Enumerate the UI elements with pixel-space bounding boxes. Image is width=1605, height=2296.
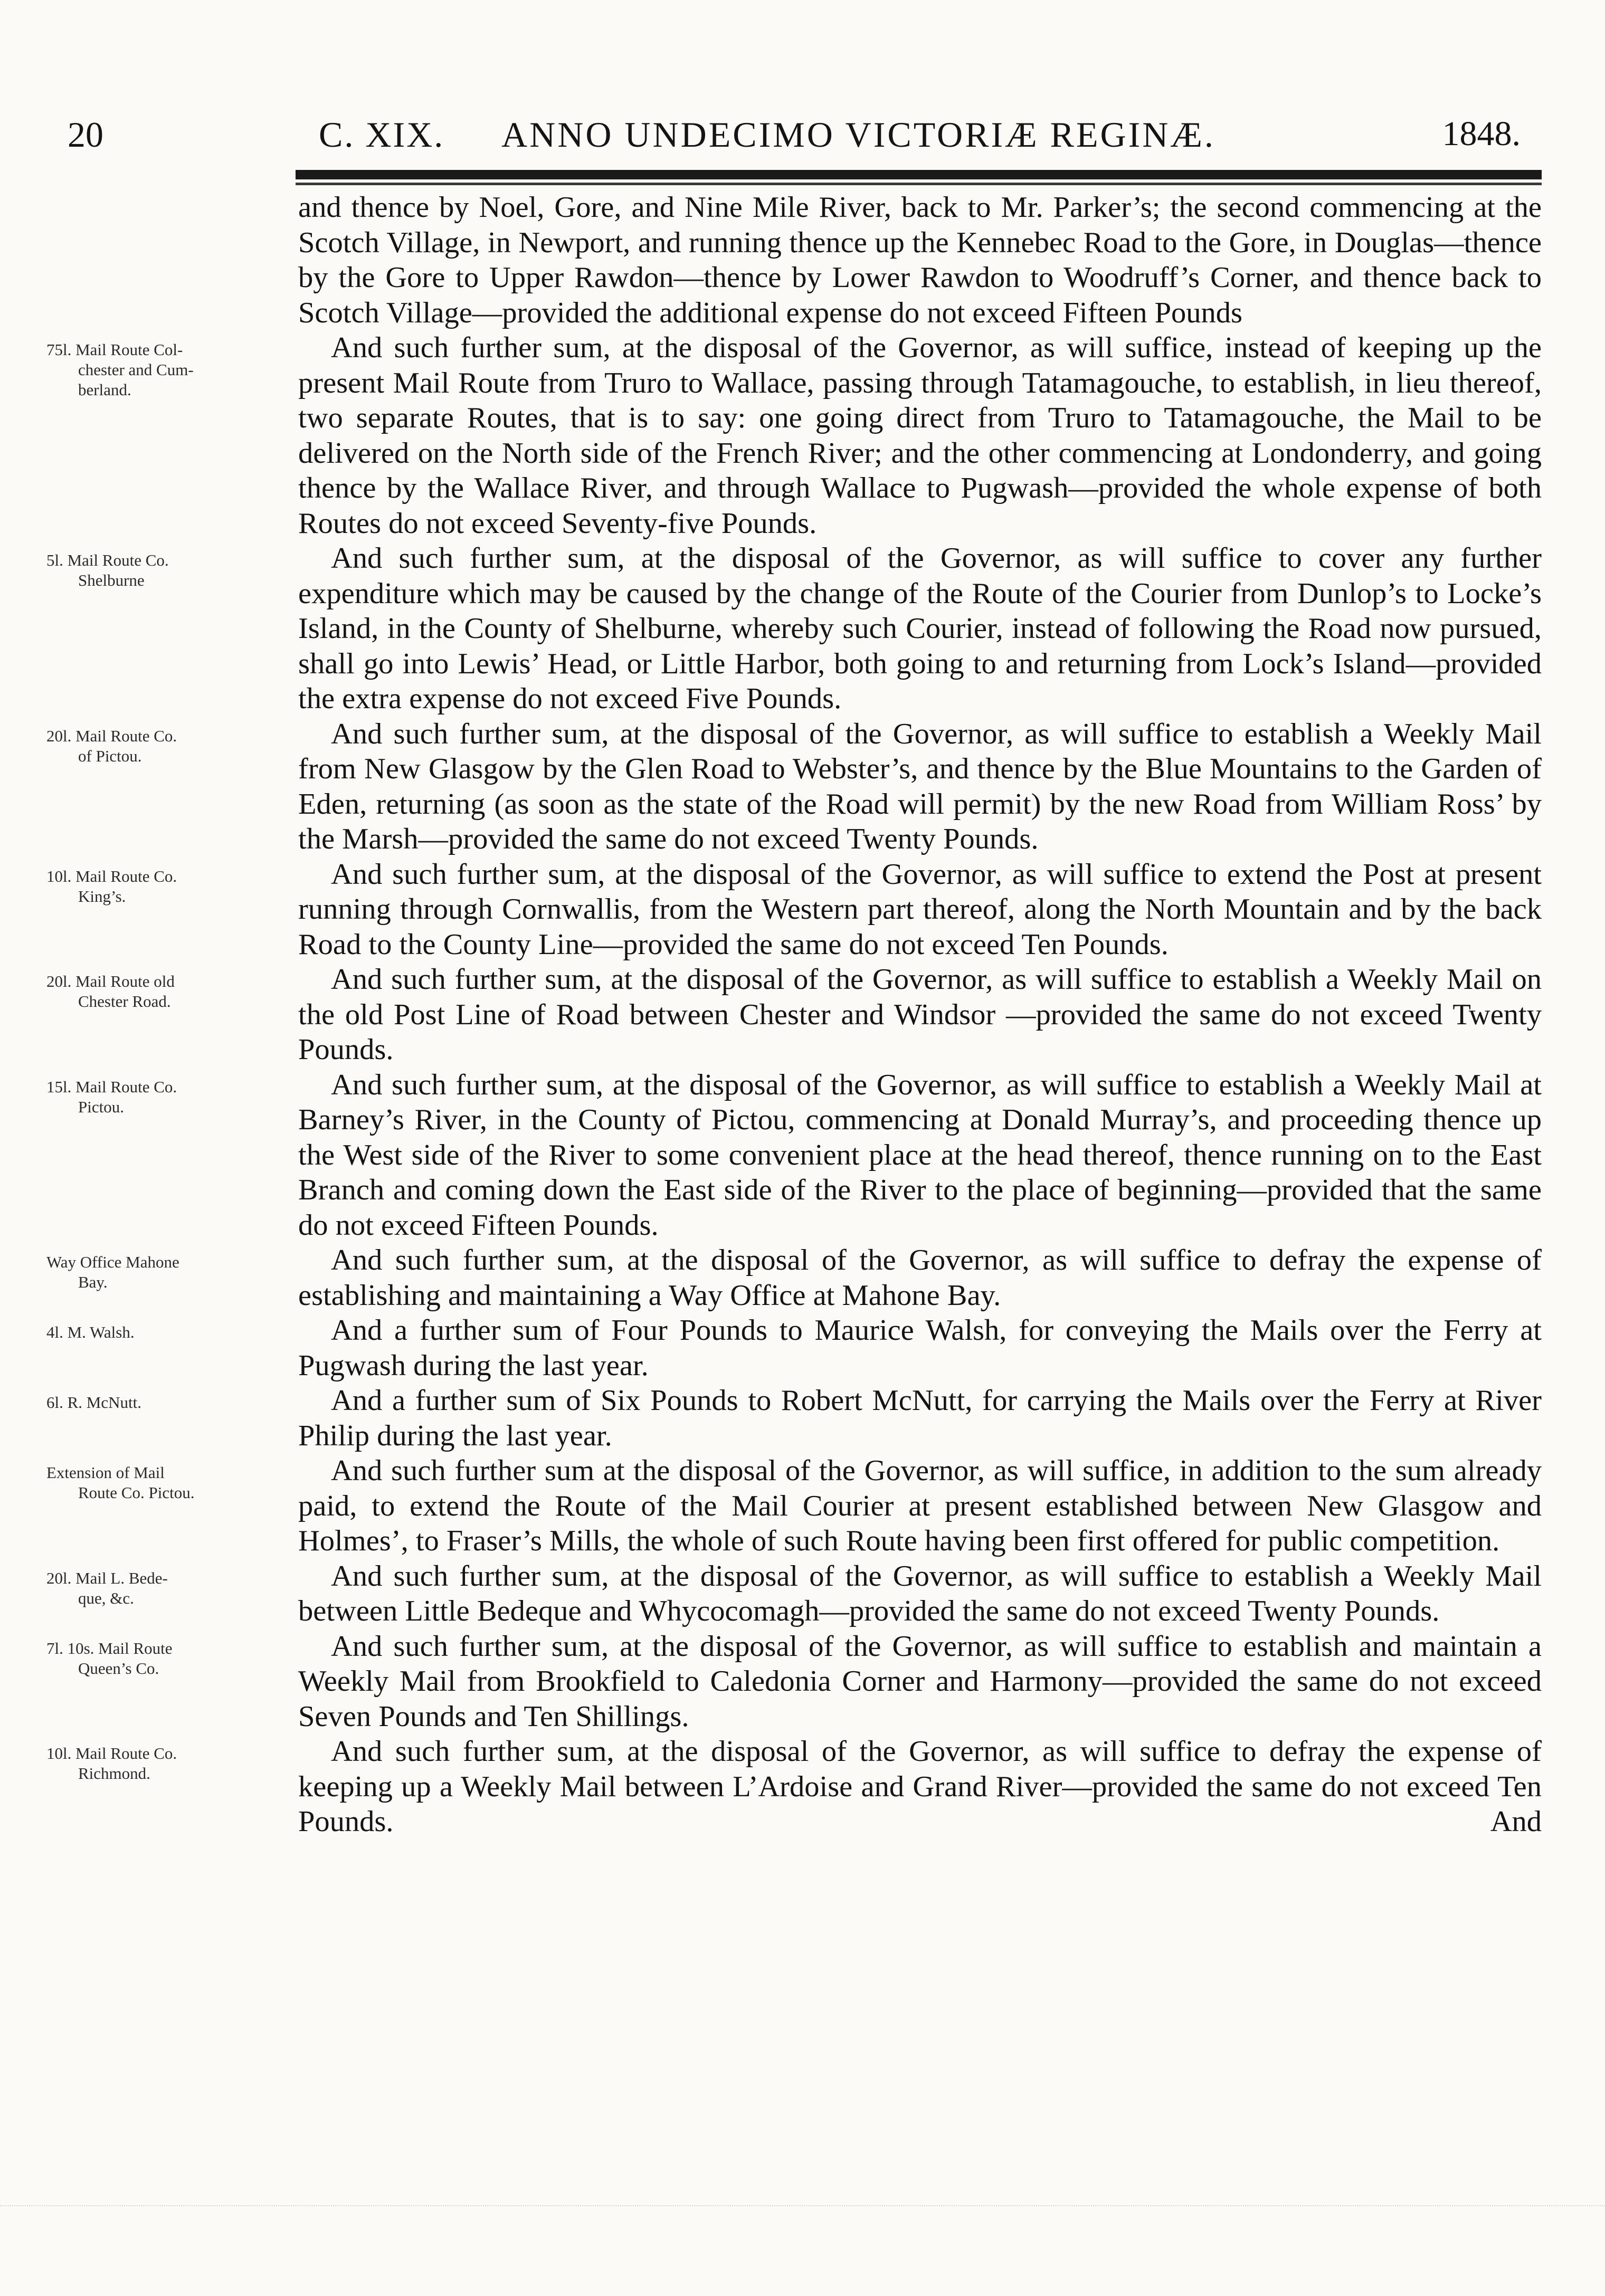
paragraph bbox=[42, 190, 1542, 330]
margin-note bbox=[46, 1077, 289, 1117]
page-body bbox=[42, 190, 1542, 1840]
margin-note-line: Queen’s Co. bbox=[78, 1659, 159, 1678]
paragraph bbox=[42, 1453, 1542, 1559]
margin-note-line: 6l. R. McNutt. bbox=[46, 1393, 141, 1412]
margin-note-line: King’s. bbox=[78, 887, 126, 906]
paragraph bbox=[42, 962, 1542, 1068]
paragraph-text: And such further sum, at the disposal of the Governor, as will suffice to establish a Weekly Mail from New Glasgow by the Glen Road to Webster’s, and thence by the Blue Mountains to the Garden of Eden, returning (as soon as the state of the Road will permit) by the new Road from William Ross’ by the Marsh—provided the same do not exceed Twenty Pounds. bbox=[298, 717, 1542, 855]
margin-note-line: Shelburne bbox=[78, 571, 145, 589]
paragraph bbox=[42, 1734, 1542, 1840]
page-number: 20 bbox=[68, 115, 103, 155]
scan-border bbox=[0, 2205, 1605, 2296]
paragraph bbox=[42, 857, 1542, 963]
paragraph-text: And such further sum, at the disposal of the Governor, as will suffice to defray the expense of keeping up a Weekly Mail between L’Ardoise and Grand River—provided the same do not exceed Ten Pounds. bbox=[298, 1735, 1542, 1838]
paragraph-text: and thence by Noel, Gore, and Nine Mile River, back to Mr. Parker’s; the second commencing at the Scotch Village, in Newport, and running thence up the Kennebec Road to the Gore, in Douglas—thence by the Gore to Upper Rawdon—thence by Lower Rawdon to Woodruff’s Corner, and thence back to Scotch Village—provided the additional expense do not exceed Fifteen Pounds bbox=[298, 191, 1542, 329]
paragraph-text: And such further sum, at the disposal of the Governor, as will suffice, instead of keeping up the present Mail Route from Truro to Wallace, passing through Tatamagouche, to establish, in lieu thereof, two separate Routes, that is to say: one going direct from Truro to Tatamagouche, the Mail to be delivered on the North side of the French River; and the other commencing at Londonderry, and going thence by the Wallace River, and through Wallace to Pugwash—provided the whole expense of both Routes do not exceed Seventy-five Pounds. bbox=[298, 331, 1542, 540]
paragraph-text: And a further sum of Six Pounds to Robert McNutt, for carrying the Mails over the Ferry at River Philip during the last year. bbox=[298, 1384, 1542, 1452]
margin-note bbox=[46, 1393, 289, 1413]
margin-note-line: 20l. Mail Route old bbox=[46, 972, 175, 990]
paragraph-text: And a further sum of Four Pounds to Maurice Walsh, for conveying the Mails over the Ferry at Pugwash during the last year. bbox=[298, 1314, 1542, 1382]
margin-note-line: que, &c. bbox=[78, 1588, 134, 1607]
margin-note-line: Pictou. bbox=[78, 1097, 124, 1116]
paragraph-text: And such further sum, at the disposal of the Governor, as will suffice to establish and maintain a Weekly Mail from Brookfield to Caledonia Corner and Harmony—provided the same do not exceed Seven Pounds and Ten Shillings. bbox=[298, 1630, 1542, 1733]
paragraph bbox=[42, 1068, 1542, 1243]
paragraph-text: And such further sum, at the disposal of the Governor, as will suffice to establish a Weekly Mail between Little Bedeque and Whycocomagh—provided the same do not exceed Twenty Pounds. bbox=[298, 1559, 1542, 1627]
paragraph bbox=[42, 717, 1542, 857]
margin-note bbox=[46, 1463, 289, 1503]
margin-note-line: Chester Road. bbox=[78, 992, 171, 1011]
margin-note-line: Richmond. bbox=[78, 1764, 150, 1783]
margin-note bbox=[46, 1322, 289, 1342]
header-year: 1848. bbox=[1442, 115, 1521, 153]
margin-note bbox=[46, 866, 289, 907]
margin-note-line: 75l. Mail Route Col- bbox=[46, 340, 183, 359]
margin-note-line: 5l. Mail Route Co. bbox=[46, 551, 169, 569]
margin-note bbox=[46, 1568, 289, 1608]
margin-note-line: 7l. 10s. Mail Route bbox=[46, 1638, 173, 1657]
margin-note bbox=[46, 550, 289, 590]
margin-note-line: 4l. M. Walsh. bbox=[46, 1323, 135, 1341]
margin-note-line: 20l. Mail L. Bede- bbox=[46, 1568, 168, 1587]
header-rule-thin bbox=[296, 183, 1542, 185]
margin-note-line: Route Co. Pictou. bbox=[78, 1483, 195, 1502]
paragraph-text: And such further sum, at the disposal of the Governor, as will suffice to establish a Weekly Mail at Barney’s River, in the County of Pictou, commencing at Donald Murray’s, and proceeding thence up the West side of the River to some convenient place at the head thereof, thence running on to the East Branch and coming down the East side of the River to the place of beginning—provided that the same do not exceed Fifteen Pounds. bbox=[298, 1068, 1542, 1242]
margin-note-line: berland. bbox=[78, 380, 131, 399]
paragraph bbox=[42, 541, 1542, 717]
margin-note bbox=[46, 1638, 289, 1679]
margin-note-line: 15l. Mail Route Co. bbox=[46, 1077, 177, 1096]
margin-note-line: Extension of Mail bbox=[46, 1463, 165, 1482]
paragraph-text: And such further sum, at the disposal of the Governor, as will suffice to defray the expense of establishing and maintaining a Way Office at Mahone Bay. bbox=[298, 1244, 1542, 1312]
paragraph bbox=[42, 1243, 1542, 1313]
margin-note-line: Way Office Mahone bbox=[46, 1253, 179, 1271]
margin-note-line: 10l. Mail Route Co. bbox=[46, 866, 177, 885]
paragraph-text: And such further sum at the disposal of the Governor, as will suffice, in addition to the sum already paid, to extend the Route of the Mail Courier at present established between New Glasgow and Holmes’, to Fraser’s Mills, the whole of such Route having been first offered for public competition. bbox=[298, 1454, 1542, 1557]
chapter-number: C. XIX. bbox=[319, 115, 445, 155]
paragraph bbox=[42, 1559, 1542, 1629]
paragraph-text: And such further sum, at the disposal of the Governor, as will suffice to cover any further expenditure which may be caused by the change of the Route of the Courier from Dunlop’s to Locke’s Island, in the County of Shelburne, whereby such Courier, instead of following the Road now pursued, shall go into Lewis’ Head, or Little Harbor, both going to and returning from Lock’s Island—provided the extra expense do not exceed Five Pounds. bbox=[298, 542, 1542, 715]
margin-note-line: 20l. Mail Route Co. bbox=[46, 726, 177, 745]
running-header bbox=[42, 106, 1542, 164]
paragraph bbox=[42, 1383, 1542, 1453]
paragraph bbox=[42, 330, 1542, 541]
margin-note-line: chester and Cum- bbox=[78, 360, 194, 379]
margin-note-line: Bay. bbox=[78, 1273, 108, 1291]
paragraph-text: And such further sum, at the disposal of the Governor, as will suffice to extend the Post at present running through Cornwallis, from the Western part thereof, along the North Mountain and by the back Road to the County Line—provided the same do not exceed Ten Pounds. bbox=[298, 858, 1542, 961]
margin-note bbox=[46, 1744, 289, 1784]
paragraph-text: And such further sum, at the disposal of the Governor, as will suffice to establish a Weekly Mail on the old Post Line of Road between Chester and Windsor —provided the same do not exceed Twenty Pounds. bbox=[298, 963, 1542, 1066]
paragraph bbox=[42, 1313, 1542, 1383]
margin-note bbox=[46, 1252, 289, 1292]
paragraph bbox=[42, 1629, 1542, 1735]
margin-note bbox=[46, 726, 289, 766]
running-title: ANNO UNDECIMO VICTORIÆ REGINÆ. bbox=[501, 115, 1215, 155]
margin-note bbox=[46, 340, 289, 400]
margin-note bbox=[46, 971, 289, 1012]
margin-note-line: of Pictou. bbox=[78, 746, 142, 765]
catchword: And bbox=[1490, 1805, 1542, 1838]
margin-note-line: 10l. Mail Route Co. bbox=[46, 1744, 177, 1763]
header-rule-thick bbox=[296, 170, 1542, 179]
